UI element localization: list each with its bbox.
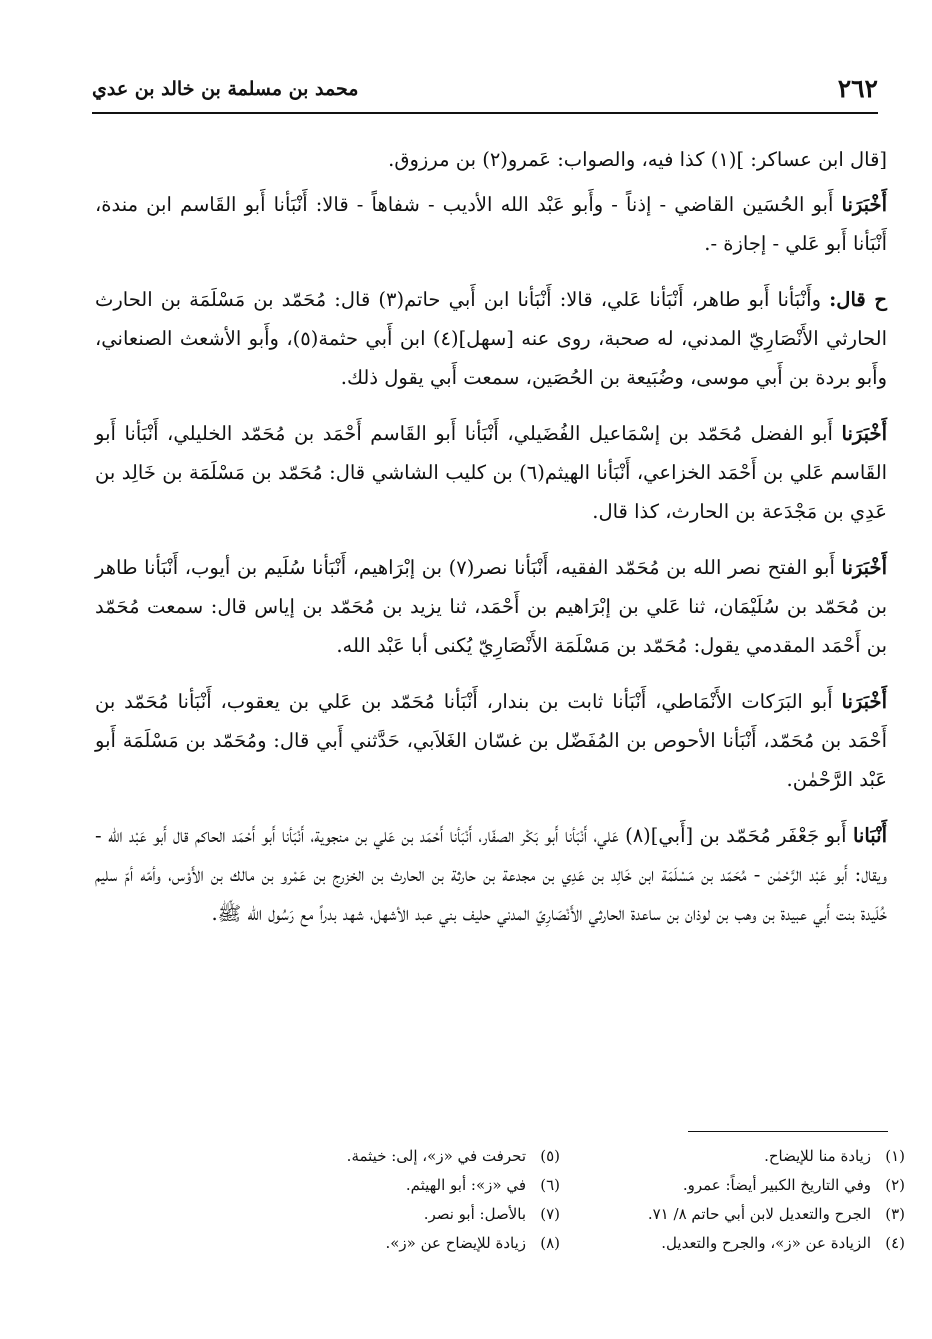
- footnote-text: زيادة منا للإيضاح.: [764, 1147, 871, 1165]
- footnote: [585, 1200, 905, 1229]
- paragraph-text: أَبو البَرَكات الأَنْمَاطي، أَنْبَأنا ثابت بن بندار، أَنْبَأنا مُحَمّد بن عَلي بن يعقوب، أَنْبَأنا مُحَمّد بن أَحْمَد بن مُحَمّد، أَنْبَأنا الأحوص بن المُفَضّل بن غسّان الغَلاَبي، حَدَّثني أَبي قال: ومُحَمّد بن مَسْلَمَة أَبو عَبْد الرَّحْمٰن.: [95, 690, 887, 791]
- main-text: [95, 140, 887, 950]
- running-title: محمد بن مسلمة بن خالد بن عدي: [92, 78, 359, 100]
- narration-keyword: أَخْبَرَنا: [841, 193, 887, 216]
- footnotes-column-left: [240, 1142, 560, 1258]
- paragraph-text: أَبو جَعْفَر مُحَمّد بن [أَبي](٨) عَلي، أَنْبَأنا أَبو بَكْر الصفّار، أَنْبَأنا أَحْمَد بن عَلي بن منجوية، أَنْبَأنا أَبو أَحْمَد الحاكم قال أَبو عَبْد الله - ويقال: أَبو عَبْد الرَّحْمٰن - مُحَمّد بن مَسْلَمَة ابن خَالِد بن عَدِي بن مجدعة بن حارثة بن الحارث بن الخزرج بن عَمْرو بن مالك بن الأَوْس، وأمّه أمّ سليم خُلَيدة بنت أَبي عبيدة بن وهب بن لوذان بن ساعدة الحارثي الأَنْصَارِيّ المدني حليف بني عبد الأشهل، شهد بدراً مع رَسُول الله ﷺ.: [95, 824, 887, 925]
- footnote: [585, 1171, 905, 1200]
- narration-keyword: أَخْبَرَنا: [841, 556, 887, 579]
- footnote-text: الجرح والتعديل لابن أبي حاتم ٨/ ٧١.: [647, 1205, 871, 1223]
- footnote-text: وفي التاريخ الكبير أيضاً: عمرو.: [682, 1176, 871, 1194]
- narration-keyword: أَنْبَانا: [852, 824, 887, 847]
- paragraph: [95, 548, 887, 665]
- footnotes: [240, 1142, 905, 1258]
- paragraph: [95, 682, 887, 799]
- paragraph-text: أَبو الفتح نصر الله بن مُحَمّد الفقيه، أَنْبَأنا نصر(٧) بن إبْرَاهيم، أَنْبَأنا سُلَيم بن أيوب، أَنْبَأنا طاهر بن مُحَمّد بن سُلَيْمَان، ثنا عَلي بن إبْرَاهيم بن أَحْمَد، ثنا يزيد بن مُحَمّد بن إياس قال: سمعت مُحَمّد بن أَحْمَد المقدمي يقول: مُحَمّد بن مَسْلَمَة الأَنْصَارِيّ يُكنى أبا عَبْد الله.: [95, 556, 887, 657]
- narration-keyword: أَخْبَرَنا: [841, 422, 887, 445]
- footnote-number: (٦): [540, 1176, 560, 1194]
- footnote-text: في «ز»: أبو الهيثم.: [405, 1176, 526, 1194]
- footnote-number: (٧): [540, 1205, 560, 1223]
- narration-keyword: ح قال:: [829, 288, 887, 311]
- paragraph: [95, 185, 887, 263]
- footnote-separator: [688, 1131, 888, 1132]
- footnote-number: (٤): [885, 1234, 905, 1252]
- footnotes-column-right: [585, 1142, 905, 1258]
- footnote: [240, 1171, 560, 1200]
- page-header: [92, 72, 878, 114]
- paragraph: [95, 140, 887, 179]
- paragraph: [95, 280, 887, 397]
- page-number: ٢٦٢: [837, 74, 878, 103]
- footnote-number: (٨): [540, 1234, 560, 1252]
- paragraph: [95, 816, 887, 933]
- paragraph-text: أَبو الحُسَين القاضي - إذناً - وأَبو عَبْد الله الأديب - شفاهاً - قالا: أَنْبَأنا أَبو القَاسم ابن مندة، أَنْبَأنا أَبو عَلي - إجازة -.: [95, 193, 887, 255]
- footnote-text: زيادة للإيضاح عن «ز».: [385, 1234, 526, 1252]
- footnote-text: الزيادة عن «ز»، والجرح والتعديل.: [661, 1234, 871, 1252]
- paragraph-text: وأَنْبَأنا أَبو طاهر، أَنْبَأنا عَلي، قالا: أَنْبَأنا ابن أَبي حاتم(٣) قال: مُحَمّد بن مَسْلَمَة بن الحارث الحارثي الأَنْصَارِيّ المدني، له صحبة، روى عنه [سهل](٤) ابن أَبي حثمة(٥)، وأَبو الأشعث الصنعاني، وأَبو بردة بن أَبي موسى، وضُبَيعة بن الحُصَين، سمعت أَبي يقول ذلك.: [95, 288, 887, 389]
- footnote-number: (٥): [540, 1147, 560, 1165]
- footnote: [240, 1142, 560, 1171]
- footnote-text: بالأصل: أبو نصر.: [423, 1205, 526, 1223]
- footnote: [585, 1142, 905, 1171]
- footnote-number: (٢): [885, 1176, 905, 1194]
- footnote-number: (٣): [885, 1205, 905, 1223]
- paragraph-text: [قال ابن عساكر: ](١) كذا فيه، والصواب: عَمرو(٢) بن مرزوق.: [388, 148, 887, 171]
- footnote-number: (١): [885, 1147, 905, 1165]
- narration-keyword: أَخْبَرَنا: [841, 690, 887, 713]
- footnote: [585, 1229, 905, 1258]
- paragraph-text: أَبو الفضل مُحَمّد بن إسْمَاعيل الفُضَيلي، أَنْبَأنا أَبو القَاسم أَحْمَد بن مُحَمّد الخليلي، أَنْبَأنا أَبو القَاسم عَلي بن أَحْمَد الخزاعي، أَنْبَأنا الهيثم(٦) بن كليب الشاشي قال: مُحَمّد بن مَسْلَمَة بن خَالِد بن عَدِي بن مَجْدَعة بن الحارث، كذا قال.: [95, 422, 887, 523]
- footnote-text: تحرفت في «ز»، إلى: خيثمة.: [346, 1147, 526, 1165]
- footnote: [240, 1200, 560, 1229]
- paragraph: [95, 414, 887, 531]
- footnote: [240, 1229, 560, 1258]
